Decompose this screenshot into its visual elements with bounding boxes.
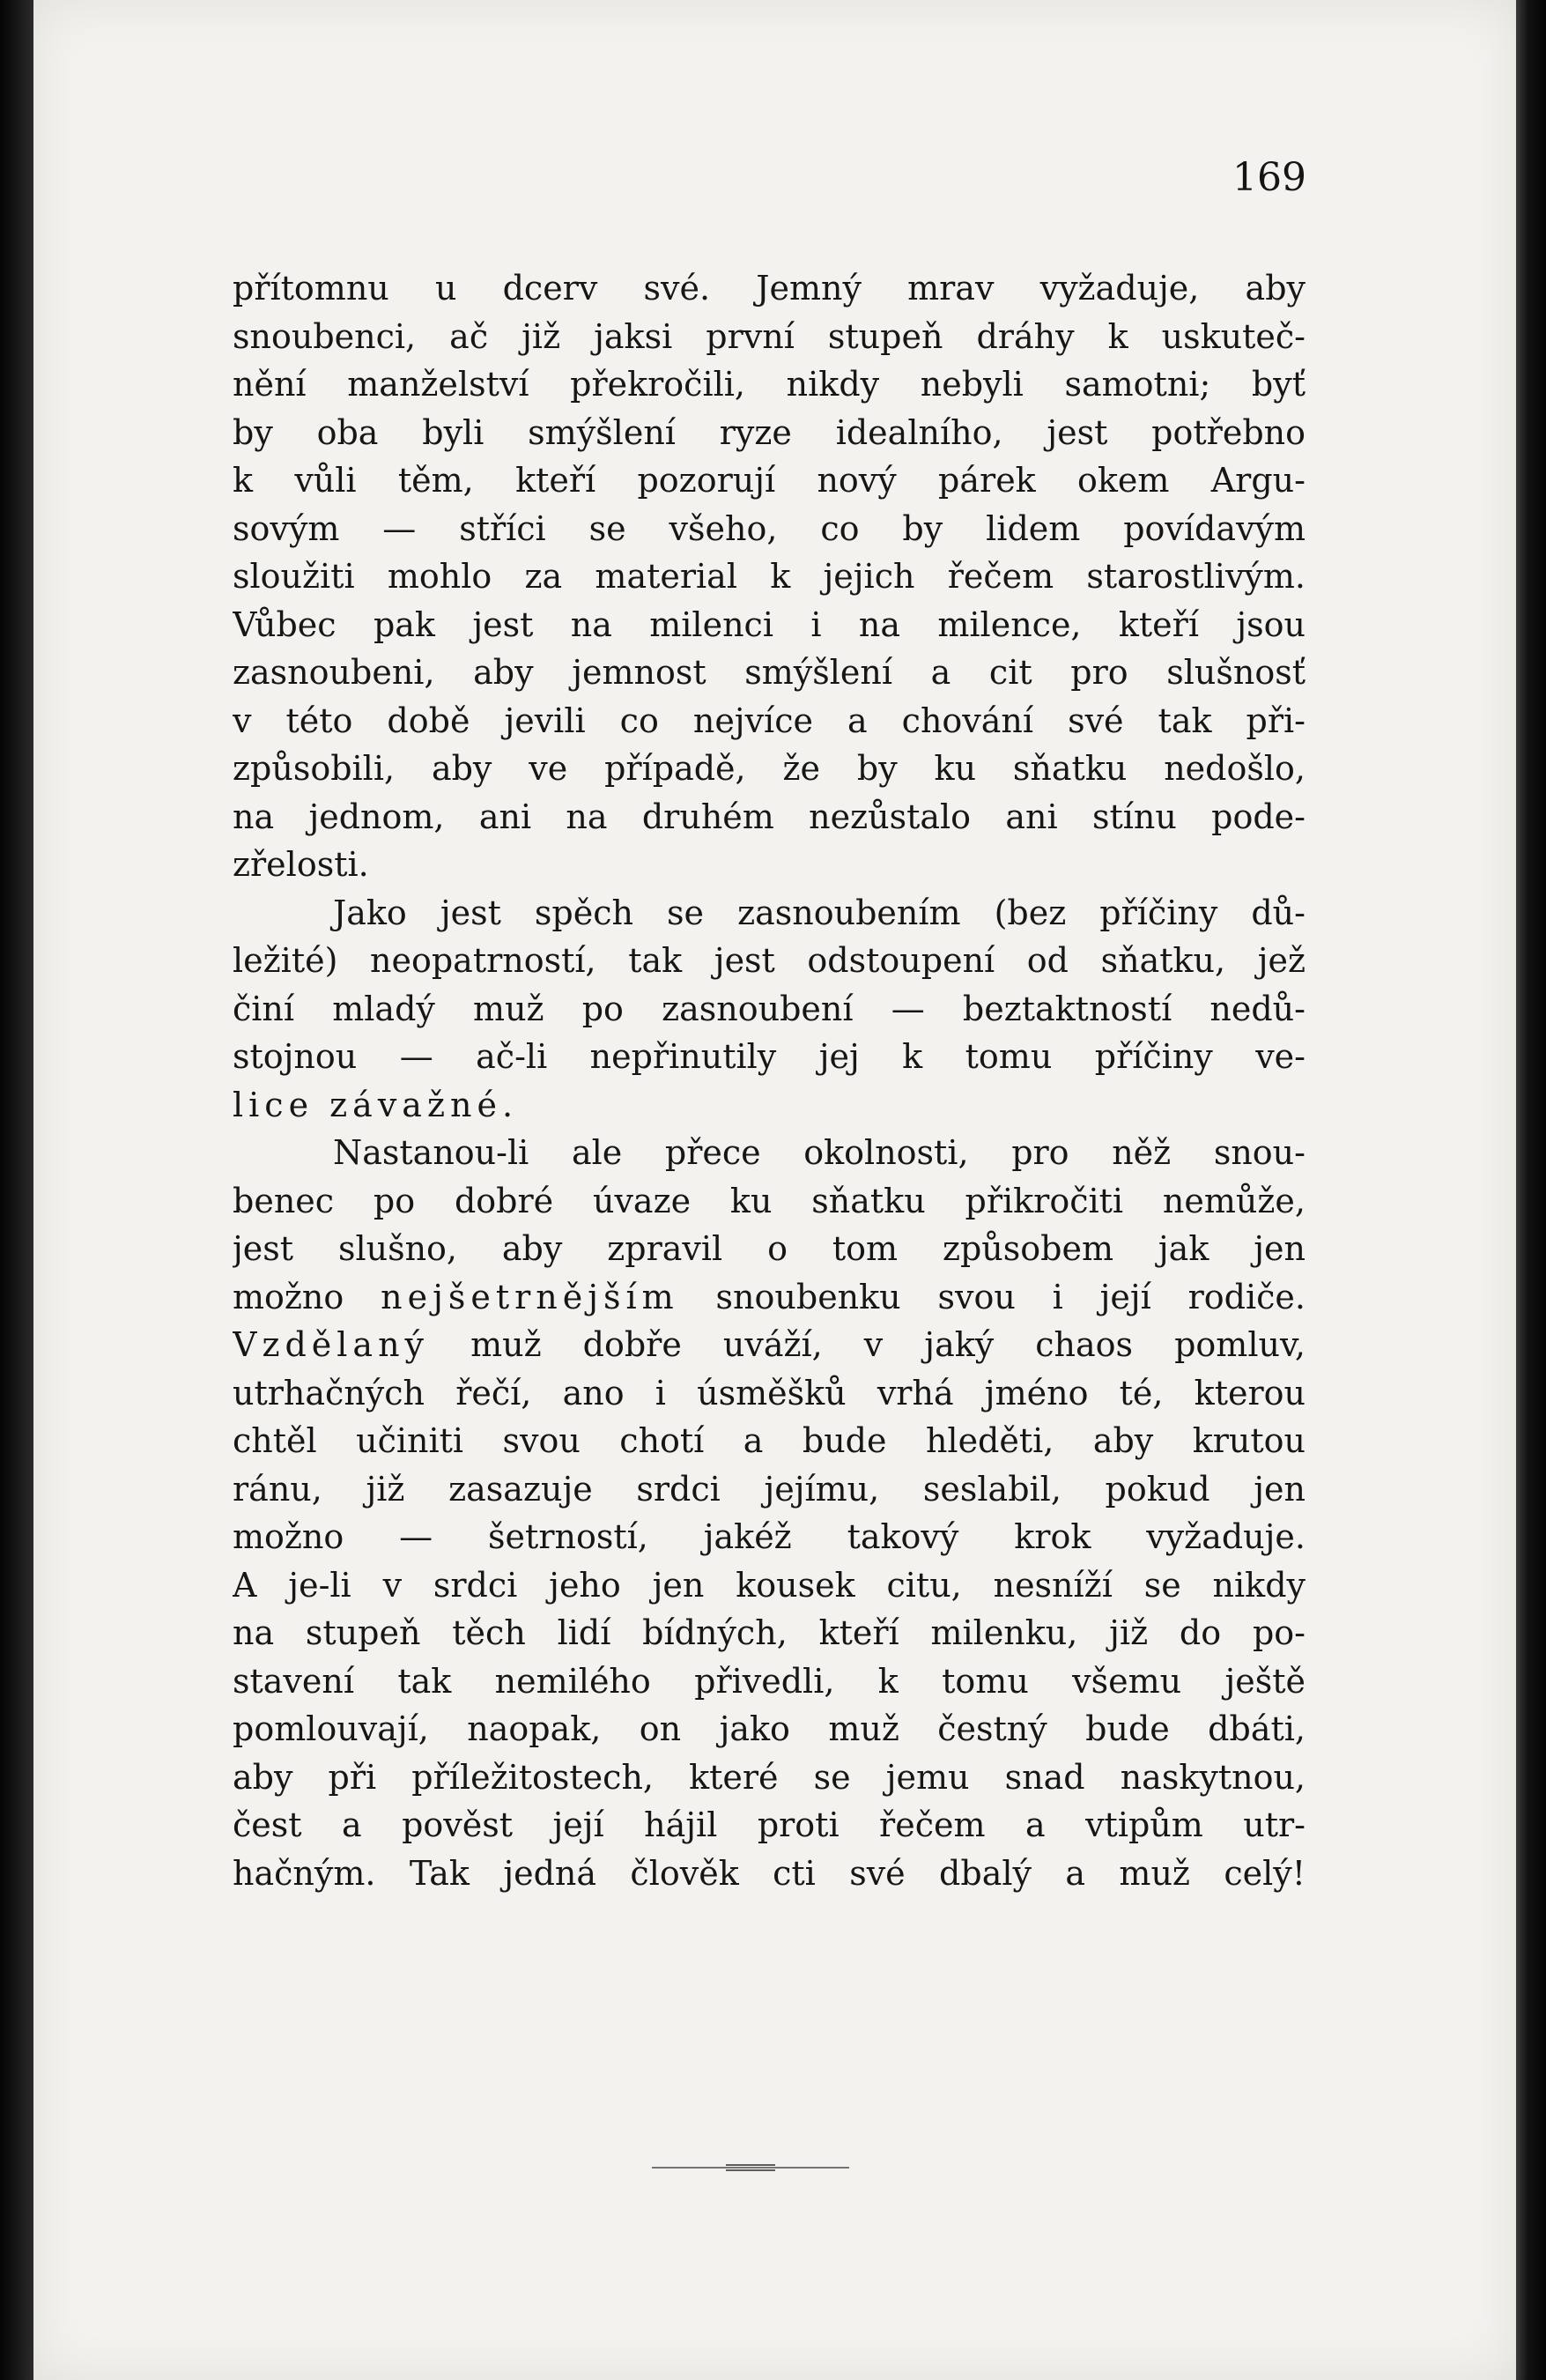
- text-line: zasnoubeni, aby jemnost smýšlení a cit pro slušnosť: [233, 653, 1306, 692]
- text-line: Jako jest spěch se zasnoubením (bez příčiny dů-: [333, 893, 1306, 932]
- text-line: snoubenci, ač již jaksi první stupeň dráhy k uskuteč-: [233, 316, 1306, 356]
- text-line: v této době jevili co nejvíce a chování své tak při-: [233, 701, 1306, 740]
- emphasized-word: nejšetrnějším: [381, 1277, 679, 1316]
- text-line: sloužiti mohlo za material k jejich řečem starostlivým.: [233, 557, 1306, 596]
- text-line: A je-li v srdci jeho jen kousek citu, nesníží se nikdy: [233, 1565, 1306, 1605]
- text-line: k vůli těm, kteří pozorují nový párek okem Argu-: [233, 461, 1306, 500]
- text-line: utrhačných řečí, ano i úsměšků vrhá jméno té, kterou: [233, 1373, 1306, 1412]
- text-line: sovým — stříci se všeho, co by lidem povídavým: [233, 508, 1306, 548]
- text-line: [233, 1273, 1306, 1322]
- text-line: možno — šetrností, jakéž takový krok vyžaduje.: [233, 1517, 1306, 1556]
- text-line: lice závažné.: [233, 1085, 519, 1124]
- text-line: stojnou — ač-li nepřinutily jej k tomu příčiny ve-: [233, 1037, 1306, 1076]
- text-line: ránu, již zasazuje srdci jejímu, seslabil, pokud jen: [233, 1469, 1306, 1509]
- scan-right-border: [1516, 0, 1546, 2380]
- paragraph-2: [233, 889, 1306, 1130]
- paragraph-3: [233, 1129, 1306, 1897]
- text-line: na stupeň těch lidí bídných, kteří milenku, již do po-: [233, 1613, 1306, 1652]
- paragraph-1: [233, 264, 1306, 889]
- scan-left-border: [0, 0, 33, 2380]
- end-ornament-divider: [652, 2159, 849, 2176]
- text-line: benec po dobré úvaze ku sňatku přikročiti nemůže,: [233, 1181, 1306, 1220]
- text-line: ležité) neopatrností, tak jest odstoupení od sňatku, jež: [233, 941, 1306, 980]
- text-line: jest slušno, aby zpravil o tom způsobem jak jen: [233, 1229, 1306, 1268]
- text-line: zřelosti.: [233, 845, 369, 884]
- emphasized-word: Vzdělaný: [233, 1325, 430, 1364]
- book-page: [33, 0, 1516, 2380]
- text-line: hačným. Tak jedná člověk cti své dbalý a muž celý!: [233, 1853, 1306, 1893]
- page-number: 169: [1232, 155, 1306, 200]
- text-line: činí mladý muž po zasnoubení — beztaktností nedů-: [233, 989, 1306, 1028]
- body-text: [233, 264, 1306, 1897]
- text-line: Vůbec pak jest na milenci i na milence, kteří jsou: [233, 604, 1306, 644]
- text-line: na jednom, ani na druhém nezůstalo ani stínu pode-: [233, 797, 1306, 836]
- text-segment: muž dobře uváží, v jaký chaos pomluv,: [429, 1325, 1306, 1364]
- text-line: [233, 1321, 1306, 1369]
- text-line: pomlouvají, naopak, on jako muž čestný bude dbáti,: [233, 1709, 1306, 1748]
- text-line: by oba byli smýšlení ryze idealního, jest potřebno: [233, 412, 1306, 452]
- text-line: aby při příležitostech, které se jemu snad naskytnou,: [233, 1757, 1306, 1797]
- text-line: nění manželství překročili, nikdy nebyli samotni; byť: [233, 365, 1306, 404]
- text-line: stavení tak nemilého přivedli, k tomu všemu ještě: [233, 1661, 1306, 1701]
- text-segment: snoubenku svou i její rodiče.: [678, 1277, 1306, 1316]
- text-segment: možno: [233, 1277, 381, 1316]
- text-line: chtěl učiniti svou chotí a bude hleděti, aby krutou: [233, 1421, 1306, 1460]
- text-line: přítomnu u dcerv své. Jemný mrav vyžaduje, aby: [233, 269, 1306, 308]
- text-line: Nastanou-li ale přece okolnosti, pro něž snou-: [333, 1133, 1306, 1172]
- text-line: způsobili, aby ve případě, že by ku sňatku nedošlo,: [233, 749, 1306, 788]
- text-line: čest a pověst její hájil proti řečem a vtipům utr-: [233, 1805, 1306, 1844]
